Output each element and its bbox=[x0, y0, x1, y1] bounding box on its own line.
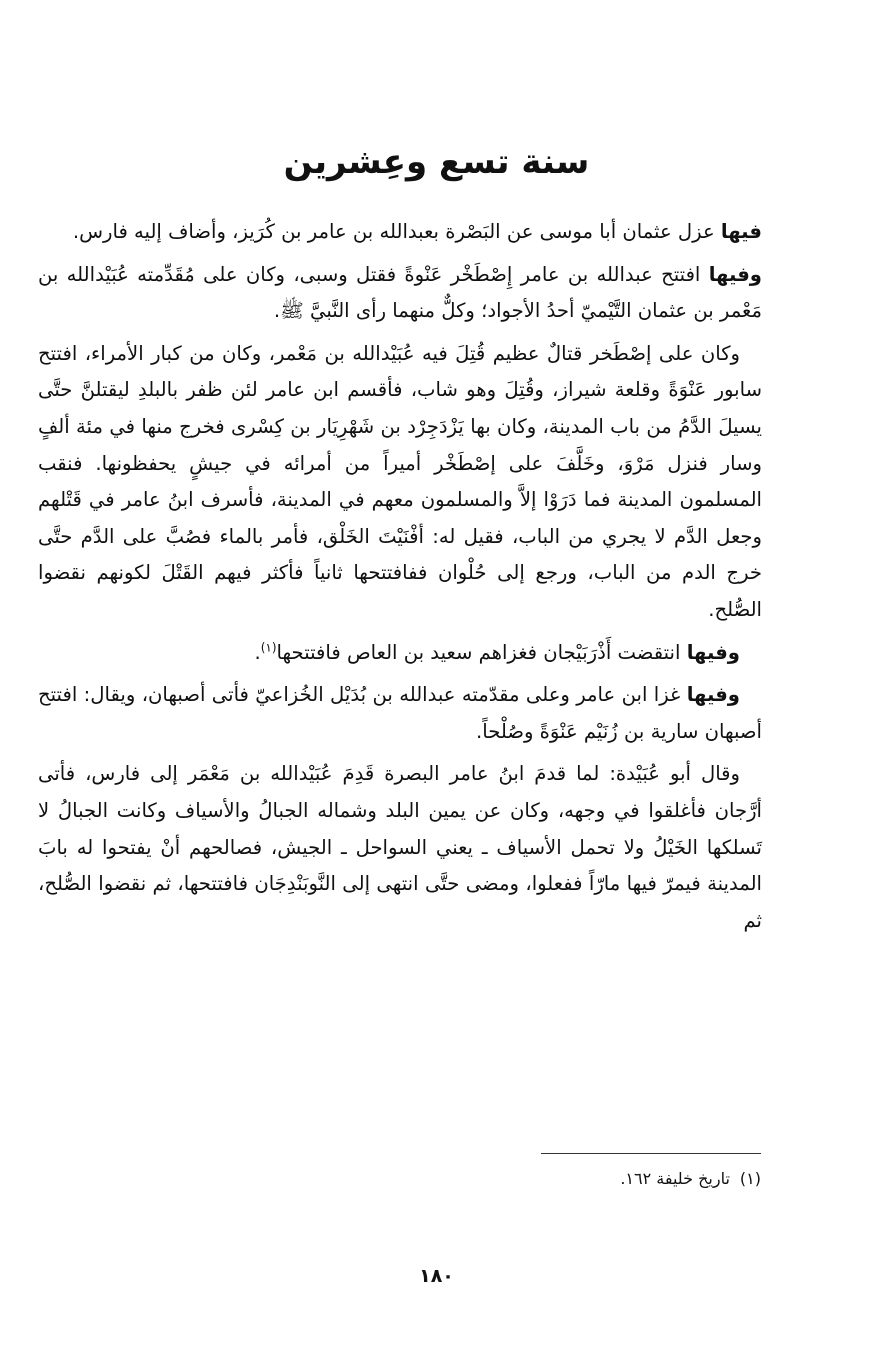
paragraph-tail: . bbox=[254, 640, 261, 664]
paragraph-text: غزا ابن عامر وعلى مقدّمته عبدالله بن بُدَيْل الخُزاعيّ فأتى أصبهان، ويقال: افتتح أصبهان سارية بن زُنَيْم عَنْوَةً وصُلْحاً. bbox=[38, 683, 762, 743]
footnote bbox=[361, 1166, 761, 1192]
chapter-title: سنة تسع وعِشرين bbox=[283, 142, 590, 182]
footnote-text: تاريخ خليفة ١٦٢. bbox=[620, 1169, 730, 1188]
paragraph-3 bbox=[38, 336, 762, 629]
paragraph-lead: وفيها bbox=[708, 262, 762, 286]
paragraph-lead: وفيها bbox=[686, 683, 740, 707]
paragraph-1 bbox=[38, 214, 762, 251]
paragraph-text: افتتح عبدالله بن عامر إِصْطَخْر عَنْوةً فقتل وسبى، وكان على مُقَدِّمته عُبَيْدالله بن مَعْمر بن عثمان التَّيْميّ أحدُ الأجواد؛ وكلٌّ منهما رأى النَّبيَّ ﷺ. bbox=[38, 262, 762, 323]
paragraph-lead: فيها bbox=[720, 220, 762, 243]
paragraph-text: وكان على إصْطَخر قتالٌ عظيم قُتِلَ فيه عُبَيْدالله بن مَعْمر، وكان من كبار الأمراء، افتتح سابور عَنْوَةً وقلعة شيراز، وقُتِلَ وهو شاب، فأقسم ابن عامر لئن ظفر بالبلدِ ليقتلنَّ حتَّى يسيلَ الدَّمُ من باب المدينة، وكان بها يَزْدَجِرْد بن شَهْرِيَار بن كِسْرى فخرج منها في مئة ألفٍ وسار فنزل مَرْوَ، وخَلَّفَ على إصْطَخْر أميراً من أمرائه في جيشٍ يحفظونها. فنقب المسلمون المدينة فما دَرَوْا إلاَّ والمسلمون معهم في المدينة، فأسرف ابنُ عامر في قَتْلهم وجعل الدَّم لا يجري من الباب، فقيل له: أفْنَيْتَ الخَلْق، فأمر بالماء فصُبَّ على الدَّم حتَّى خرج الدم من الباب، ورجع إلى حُلْوان ففافتتحها ثانياً فأكثر فيهم القَتْلَ لكونهم نقضوا الصُّلح. bbox=[38, 341, 762, 621]
paragraph-5 bbox=[38, 677, 762, 750]
paragraph-text: عزل عثمان أبا موسى عن البَصْرة بعبدالله بن عامر بن كُرَيز، وأضاف إليه فارس. bbox=[72, 220, 721, 243]
paragraph-lead: وفيها bbox=[686, 640, 740, 664]
paragraph-text: انتقضت أَذْرَبَيْجان فغزاهم سعيد بن العاص فافتتحها bbox=[276, 640, 687, 664]
paragraph-text: وقال أبو عُبَيْدة: لما قدمَ ابنُ عامر البصرة قَدِمَ عُبَيْدالله بن مَعْمَر إلى فارس، فأتى أرَّجان فأغلقوا في وجهه، وكان عن يمين البلد وشماله الجبالُ والأسياف وكانت الجبالُ لا تَسلكها الخَيْلُ ولا تحمل الأسياف ـ يعني السواحل ـ الجيش، فصالحهم أنْ يفتحوا له بابَ المدينة فيمرّ فيها مارّاً ففعلوا، ومضى حتَّى انتهى إلى النَّوبَنْدِجَان فافتتحها، ثم نقضوا الصُّلح، ثم bbox=[38, 762, 762, 932]
paragraph-4 bbox=[38, 635, 762, 672]
body-text bbox=[38, 214, 762, 945]
paragraph-2 bbox=[38, 257, 762, 330]
footnote-number: (١) bbox=[739, 1169, 761, 1188]
footnote-reference[interactable]: (١) bbox=[260, 640, 277, 654]
page-number: ١٨٠ bbox=[419, 1265, 454, 1287]
footnote-divider bbox=[541, 1153, 761, 1154]
paragraph-6 bbox=[38, 756, 762, 939]
